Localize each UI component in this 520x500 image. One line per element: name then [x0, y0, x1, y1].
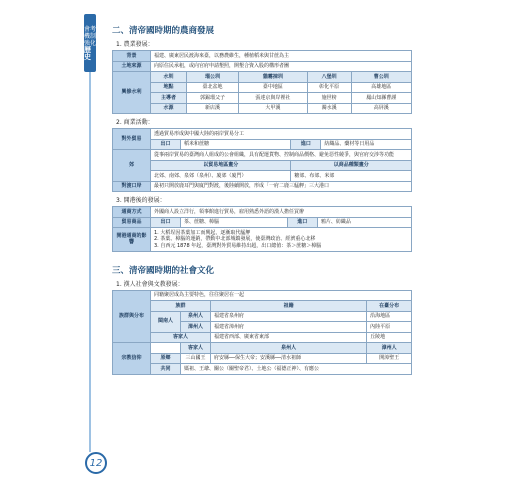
cell: 施世榜 — [307, 93, 351, 104]
sidebar — [0, 0, 92, 500]
cell: 彰化平原 — [307, 82, 351, 93]
tab-line1: 會考 — [84, 25, 97, 33]
cell: 曹公圳 — [351, 72, 411, 83]
cell: 福建省漳州府 — [211, 322, 367, 333]
cell: 以商品種類畫分 — [291, 160, 412, 171]
row-label: 郊 — [113, 150, 151, 182]
cell: 新店溪 — [186, 103, 238, 114]
row-label: 通商方式 — [113, 207, 151, 218]
cell: 在臺分布 — [367, 301, 412, 312]
cell: 貓霧捒圳 — [239, 72, 308, 83]
cell: 主導者 — [151, 93, 187, 104]
cell: 八堡圳 — [307, 72, 351, 83]
port-opening-table — [112, 206, 412, 252]
cell: 福建省泉州府 — [211, 311, 367, 322]
agriculture-table — [112, 50, 412, 114]
cell: 鳳山知縣曹謹 — [351, 93, 411, 104]
row-label: 土地來源 — [113, 61, 151, 72]
section-title: 三、清帝國時期的社會文化 — [112, 265, 215, 276]
impact-item: 1. 大稻埕因茶葉加工而興起，逐漸取代艋舺 — [154, 229, 251, 236]
cell: 最初只開放鹿耳門與廈門對渡，後陸續開放，形成「一府二鹿三艋舺」三大港口 — [151, 181, 412, 192]
cell: 出口 — [151, 217, 181, 228]
cell: 水源 — [151, 103, 187, 114]
cell: 進口 — [291, 139, 321, 150]
cell: 閩南人 — [151, 311, 181, 332]
cell: 共同 — [151, 364, 181, 375]
impact-item: 2. 茶葉、樟腦的運銷，帶動中北部城鎮發展，使臺灣政治、經濟重心北移 — [154, 236, 316, 242]
row-label: 興修水利 — [113, 72, 151, 114]
cell: 出口 — [151, 139, 181, 150]
cell: 媽祖、王爺、關公（關聖帝君）、土地公（福德正神）、有應公 — [181, 364, 412, 375]
cell: 外國商人設立洋行，領事館進行貿易，雇用熟悉外語的漢人擔任買辦 — [151, 207, 412, 218]
cell: 內陸平原 — [367, 322, 412, 333]
cell: 高雄地區 — [351, 82, 411, 93]
cell: 北郊、南郊、泉郊（泉州）、廈郊（廈門） — [151, 171, 291, 182]
book-tab — [84, 14, 96, 72]
row-label: 對渡口岸 — [113, 181, 151, 192]
row-label: 宗教信仰 — [113, 343, 151, 375]
cell: 稻米和蔗糖 — [181, 139, 291, 150]
cell: 福建、廣東居民渡海來臺，以務農維生，種植稻米與甘蔗為主 — [151, 51, 412, 62]
cell: 鴉片、紡織品 — [317, 217, 411, 228]
cell: 地點 — [151, 82, 187, 93]
subheading: 3. 開港後的發展： — [116, 197, 166, 204]
tab-line2: 機制 — [84, 32, 97, 40]
cell: 進口 — [287, 217, 317, 228]
cell: 張達京與岸裡社 — [239, 93, 308, 104]
section-title: 二、清帝國時期的農商發展 — [112, 26, 215, 36]
main-content — [112, 10, 412, 377]
tab-subject: 歷史 — [84, 45, 91, 61]
tab-line3: 強化 — [84, 39, 97, 47]
cell: 郭錫瑠父子 — [186, 93, 238, 104]
cell: 同籍聚居成為主要特色，往往聚居在一起 — [151, 290, 412, 301]
cell: 祖籍 — [211, 301, 367, 312]
cell: 泉州人 — [211, 343, 367, 354]
cell: 府安縣──保生大帝；安溪縣──清水祖師 — [211, 353, 367, 364]
row-label: 開港通商的影響 — [113, 228, 151, 252]
page-number: 12 — [85, 452, 107, 474]
impact-item: 3. 自西元 1878 年起，臺灣對外貿易維持出超，出口總值：茶＞蔗糖＞樟腦 — [154, 242, 322, 249]
cell: 大甲溪 — [239, 103, 308, 114]
row-label: 貿易商品 — [113, 217, 151, 228]
cell: 瑠公圳 — [186, 72, 238, 83]
cell: 客家人 — [181, 343, 211, 354]
cell: 糖郊、布郊、米郊 — [291, 171, 412, 182]
cell: 三山國王 — [181, 353, 211, 364]
row-label: 對外貿易 — [113, 129, 151, 150]
cell: 高屏溪 — [351, 103, 411, 114]
row-label: 背景 — [113, 51, 151, 62]
cell: 以貿易地區畫分 — [151, 160, 291, 171]
cell: 紡織品、藥材等日用品 — [321, 139, 412, 150]
subheading: 2. 商業活動： — [116, 119, 154, 126]
cell: 原鄉 — [151, 353, 181, 364]
cell: 族群 — [151, 301, 211, 312]
subheading: 1. 漢人社會與文教發展： — [116, 280, 184, 288]
cell: 臺北盆地 — [186, 82, 238, 93]
cell: 漳州人 — [181, 322, 211, 333]
margin-line — [89, 72, 91, 452]
cell: 泉州人 — [181, 311, 211, 322]
row-label: 族群與分布 — [113, 290, 151, 343]
cell — [151, 343, 181, 354]
cell — [151, 228, 412, 252]
cell: 丘陵地 — [367, 332, 412, 343]
cell: 漳州人 — [367, 343, 412, 354]
commerce-table — [112, 128, 412, 192]
society-table — [112, 290, 412, 375]
cell: 客家人 — [151, 332, 211, 343]
cell: 向原住民承租，或向官府申請墾照，開墾合資入股的構形者團 — [151, 61, 412, 72]
cell: 臺中地區 — [239, 82, 308, 93]
cell: 濁水溪 — [307, 103, 351, 114]
cell: 福建省西部、廣東省東部 — [211, 332, 367, 343]
subheading: 1. 農業發展： — [116, 41, 154, 48]
cell: 開漳聖王 — [367, 353, 412, 364]
cell: 沿海地區 — [367, 311, 412, 322]
cell: 水圳 — [151, 72, 187, 83]
cell: 茶、蔗糖、樟腦 — [181, 217, 288, 228]
cell: 從事兩岸貿易的臺灣商人組成的公會組織，具有配運貨物、控制商品價格、避免惡性競爭，與官府交涉等功能 — [151, 150, 412, 161]
cell: 透過貿易形成與中國大陸的兩岸貿易分工 — [151, 129, 412, 140]
